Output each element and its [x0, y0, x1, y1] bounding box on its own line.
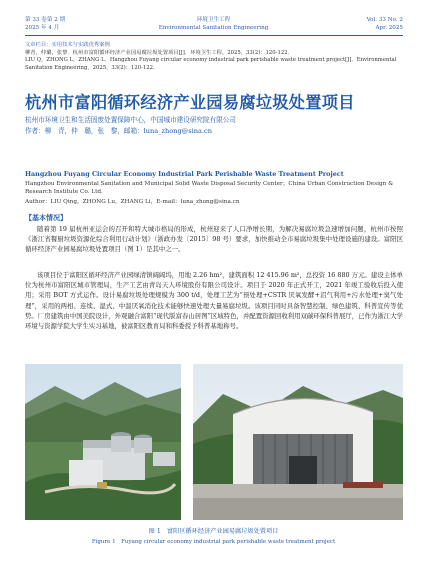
- header-volume-cn: 第 33 卷第 2 期: [25, 17, 66, 23]
- figure-caption-cn: 图 1 富阳区循环经济产业园易腐垃圾处置项目: [148, 528, 279, 535]
- affiliation-en: Hangzhou Environmental Sanitation and Municipal Solid Waste Disposal Security Center；China Urban Construction Design & Research Institute Co. Ltd.: [25, 181, 394, 195]
- section-heading: 【基本情况】: [25, 213, 67, 222]
- column-label: 文章栏目：实用技术与实践优秀案例: [25, 42, 110, 48]
- authors-cn: 作者：柳 青，仲 璐，张 黎，邮箱：luna_zhong@sina.cn: [25, 127, 212, 135]
- header-rule: [25, 35, 403, 36]
- photo-aerial-view: [25, 364, 181, 520]
- article-title-cn: 杭州市富阳循环经济产业园易腐垃圾处置项目: [25, 93, 355, 112]
- body-paragraph-2: 该项目位于富阳区循环经济产业园绿清镇阔阔坞，用地 2.26 hm²，建筑面积 12 415.96 m²，总投资 16 880 万元。建设主体单位为杭州市富阳区城市管理局，生产工艺由青岛天人环境股份有限公司设计。项目于 2020 年正式开工，2021 年竣工验收后投入使用；采用 BOT 方式运作。设计易腐垃圾处理规模为 300 t/d，处理工艺为“预处理+CSTR 厌氧发酵+沼气利用+污水处理+臭气处理”，采用的两相、连续、湿式、中温厌氧消化技术能够快速处理大量易腐垃圾。该项目同时具备智慧控制、绿色建筑、科普宣传等优势。厂房建筑由中国美院设计，外观融合富阳“现代版富春山居图”区域特色，并配置资源回收利用双碳环保科普展厅，已作为浙江大学环境与资源学院大学生实习基地，被富阳区教育局和科委授予科普基地称号。: [25, 271, 403, 331]
- figure-caption-en: Figure 1 Fuyang circular economy industrial park perishable waste treatment project: [91, 539, 336, 545]
- photo-plant-entrance: [193, 364, 403, 520]
- authors-en: Author：LIU Qing，ZHONG Lu，ZHANG Li，E-mail：luna_zhong@sina.cn: [25, 199, 240, 205]
- header-issue-en: [367, 16, 403, 32]
- article-title-en: Hangzhou Fuyang Circular Economy Industrial Park Perishable Waste Treatment Project: [25, 170, 344, 178]
- citation-en: LIU Q，ZHONG L，ZHANG L．Hangzhou Fuyang circular economy industrial park perishable waste treatment project[J]．Environmental Sanitation Engineering，2025，33(2)：120-122．: [25, 57, 397, 71]
- journal-header: [0, 0, 427, 38]
- affiliation-cn: 杭州市环境卫生和生活固废处置保障中心，中国城市建设研究院有限公司: [25, 116, 236, 124]
- entrance-building-illustration: [193, 364, 403, 520]
- aerial-view-illustration: [25, 364, 181, 520]
- citation-cn: 柳青，仲璐，张黎．杭州市富阳循环经济产业园易腐垃圾处置项目[J]．环境卫生工程，2025，33(2)：120-122．: [25, 49, 293, 56]
- header-date-cn: 2025 年 4 月: [25, 25, 60, 31]
- header-journal-cn: 环境卫生工程: [196, 17, 231, 23]
- body-paragraph-1: 随着第 19 届杭州亚运会的召开和特大城市格局的形成，杭州迎来了人口净增长期，为解决易腐垃圾急速增加问题，杭州市按照《浙江省餐厨垃圾资源化综合利用行动计划》（浙政办发〔2015〕98 号）要求，加快推动全市易腐垃圾集中处理设施的建设。富阳区循环经济产业园易腐垃圾处置项目（图 1）是其中之一。: [25, 225, 403, 254]
- header-journal-en: Environmental Sanitation Engineering: [158, 25, 269, 31]
- header-journal: [0, 16, 427, 32]
- header-date-en: Apr. 2025: [375, 25, 403, 31]
- header-volume-en: Vol. 33 No. 2: [366, 17, 403, 23]
- citation-block: [25, 42, 403, 72]
